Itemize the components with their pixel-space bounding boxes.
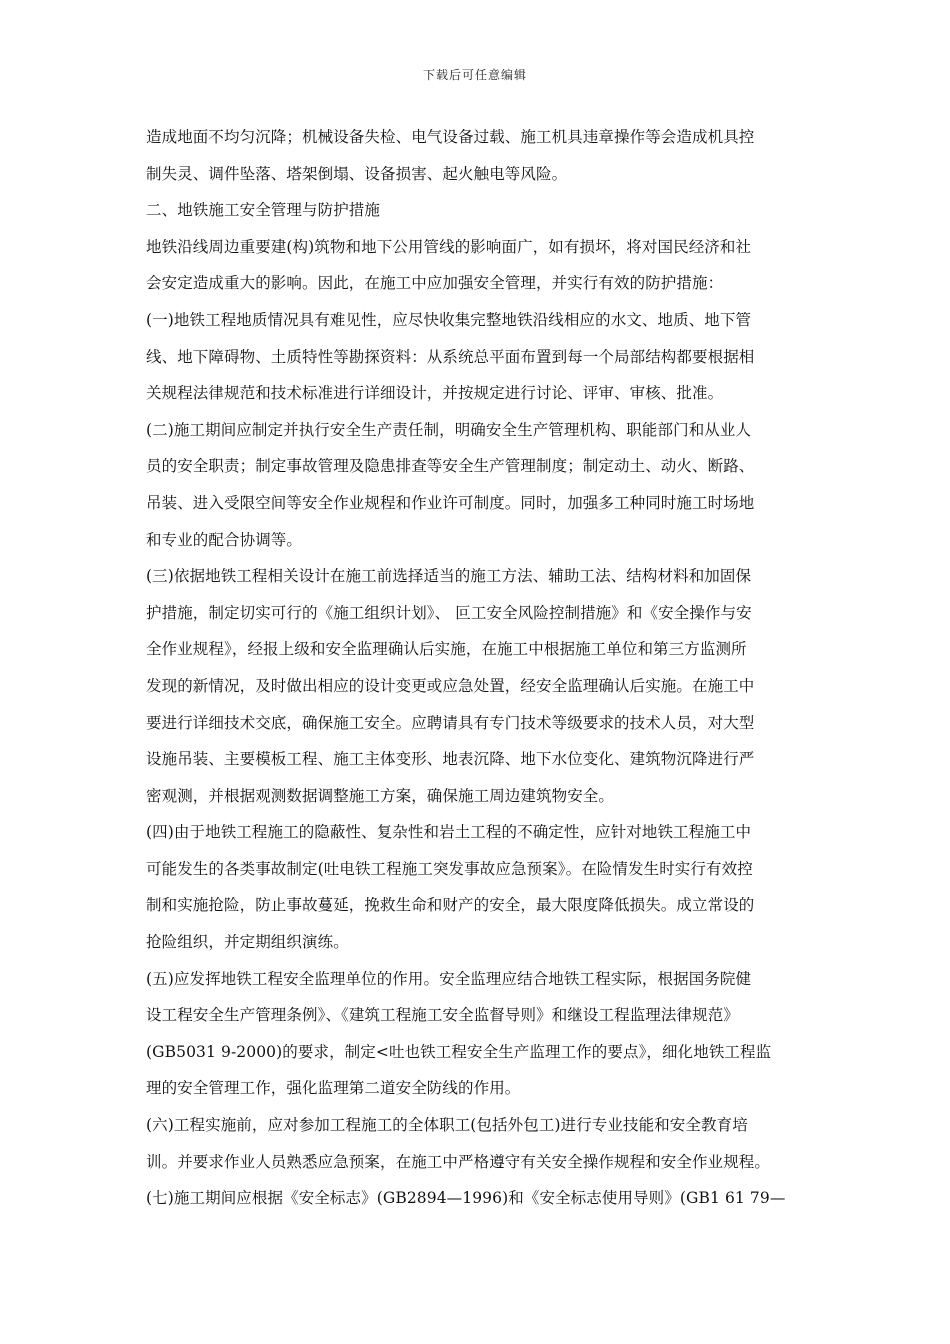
- text-line: (GB5031 9-2000)的要求，制定<吐也铁工程安全生产监理工作的要点》，细化地铁工程监: [146, 1042, 772, 1061]
- text-line: 员的安全职责；制定事故管理及隐患排查等安全生产管理制度；制定动土、动火、断路、: [146, 457, 755, 476]
- text-line: 可能发生的各类事故制定(吐电铁工程施工突发事故应急预案》。在险情发生时实行有效控: [146, 859, 753, 878]
- text-line: (五)应发挥地铁工程安全监理单位的作用。安全监理应结合地铁工程实际，根据国务院健: [146, 969, 752, 988]
- text-line: 制失灵、调件坠落、塔架倒塌、设备损害、起火触电等风险。: [146, 164, 568, 183]
- text-line: (六)工程实施前，应对参加工程施工的全体职工(包括外包工)进行专业技能和安全教育培: [146, 1116, 748, 1135]
- section-heading: 二、地铁施工安全管理与防护措施: [146, 201, 381, 220]
- text-line: 全作业规程》，经报上级和安全监理确认后实施，在施工中根据施工单位和第三方监测所: [146, 640, 747, 659]
- page-header: 下载后可任意编辑: [422, 68, 527, 82]
- text-line: 会安定造成重大的影响。因此，在施工中应加强安全管理，并实行有效的防护措施：: [146, 274, 724, 293]
- text-line: 护措施，制定切实可行的《施工组织计划》、 叵工安全风险控制措施》和《安全操作与安: [146, 603, 752, 622]
- text-line: 理的安全管理工作，强化监理第二道安全防线的作用。: [146, 1079, 521, 1098]
- text-line: (七)施工期间应根据《安全标志》(GB2894—1996)和《安全标志使用导则》(GB1 61 79—: [146, 1189, 786, 1208]
- text-line: 发现的新情况，及时做出相应的设计变更或应急处置，经安全监理确认后实施。在施工中: [146, 676, 755, 695]
- text-line: 和专业的配合协调等。: [146, 530, 303, 549]
- text-line: (三)依据地铁工程相关设计在施工前选择适当的施工方法、辅助工法、结构材料和加固保: [146, 567, 752, 586]
- document-body: [146, 124, 808, 1222]
- text-line: 吊装、进入受限空间等安全作业规程和作业许可制度。同时，加强多工种同时施工时场地: [146, 493, 755, 512]
- text-line: 训。并要求作业人员熟悉应急预案，在施工中严格遵守有关安全操作规程和安全作业规程。: [146, 1152, 771, 1171]
- text-line: (二)施工期间应制定并执行安全生产责任制，明确安全生产管理机构、职能部门和从业人: [146, 420, 752, 439]
- text-line: (一)地铁工程地质情况具有难见性，应尽快收集完整地铁沿线相应的水文、地质、地下管: [146, 310, 752, 329]
- text-line: 密观测，并根据观测数据调整施工方案，确保施工周边建筑物安全。: [146, 786, 615, 805]
- text-line: 设施吊装、主要模板工程、施工主体变形、地表沉降、地下水位变化、建筑物沉降进行严: [146, 750, 755, 769]
- text-line: 线、地下障碍物、土质特性等勘探资料：从系统总平面布置到每一个局部结构都要根据相: [146, 347, 755, 366]
- text-line: 抢险组织，并定期组织演练。: [146, 933, 349, 952]
- text-line: 地铁沿线周边重要建(构)筑物和地下公用管线的影响面广，如有损坏，将对国民经济和社: [146, 237, 752, 256]
- text-line: 造成地面不均匀沉降；机械设备失检、电气设备过载、施工机具违章操作等会造成机具控: [146, 128, 755, 146]
- text-line: 关规程法律规范和技术标准进行详细设计，并按规定进行讨论、评审、审核、批准。: [146, 384, 724, 403]
- text-line: 制和实施抢险，防止事故蔓延，挽救生命和财产的安全，最大限度降低损失。成立常设的: [146, 896, 755, 915]
- text-line: (四)由于地铁工程施工的隐蔽性、复杂性和岩土工程的不确定性，应针对地铁工程施工中: [146, 823, 752, 842]
- text-line: 设工程安全生产管理条例》、《建筑工程施工安全监督导则》和继设工程监理法律规范》: [146, 1006, 739, 1025]
- text-line: 要进行详细技术交底，确保施工安全。应聘请具有专门技术等级要求的技术人员，对大型: [146, 713, 755, 732]
